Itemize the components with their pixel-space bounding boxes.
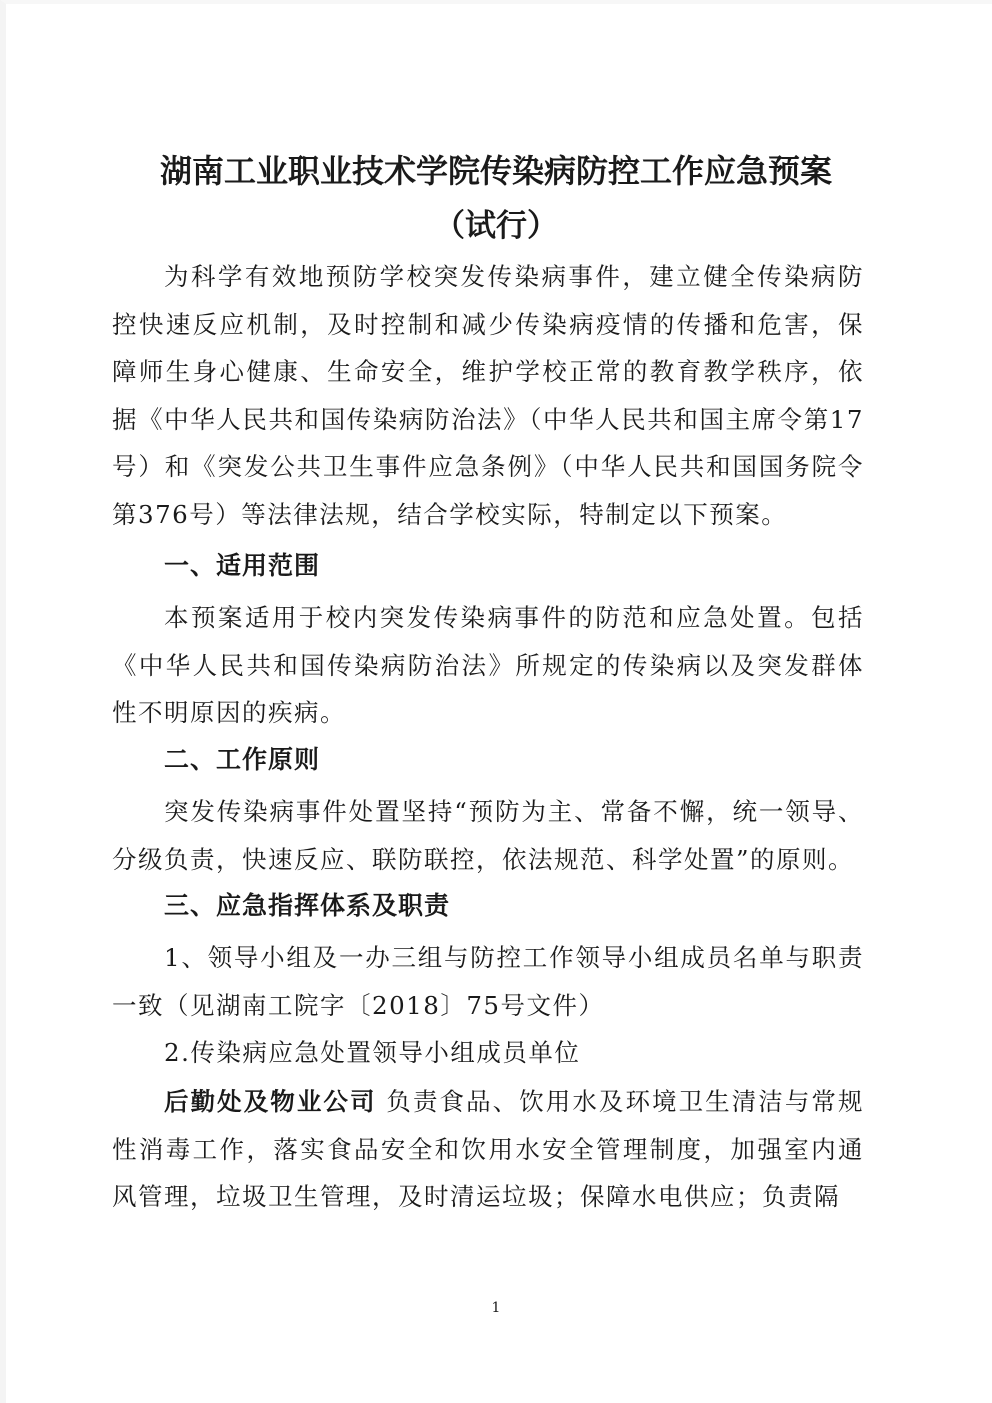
section-1-body: 本预案适用于校内突发传染病事件的防范和应急处置。包括《中华人民共和国传染病防治法》所规定的传染病以及突发群体性不明原因的疾病。: [112, 603, 864, 728]
document-subtitle: （试行）: [434, 208, 558, 244]
unit-paragraph: [112, 1078, 864, 1221]
unit-duties: 负责食品、饮用水及环境卫生清洁与常规性消毒工作，落实食品安全和饮用水安全管理制度，加强室内通风管理，垃圾卫生管理，及时清运垃圾；保障水电供应；负责隔: [112, 1087, 865, 1212]
section-2-heading: 二、工作原则: [164, 745, 321, 774]
document-title: 湖南工业职业技术学院传染病防控工作应急预案: [159, 152, 832, 190]
section-3-item-2: 2.传染病应急处置领导小组成员单位: [164, 1038, 581, 1067]
intro-paragraph: 为科学有效地预防学校突发传染病事件，建立健全传染病防控快速反应机制，及时控制和减少传染病疫情的传播和危害，保障师生身心健康、生命安全，维护学校正常的教育教学秩序，依据《中华人民共和国传染病防治法》（中华人民共和国主席令第17号）和《突发公共卫生事件应急条例》（中华人民共和国国务院令第376号）等法律法规，结合学校实际，特制定以下预案。: [112, 262, 864, 529]
section-3-item-1: 1、领导小组及一办三组与防控工作领导小组成员名单与职责一致（见湖南工院字〔2018〕75号文件）: [112, 943, 864, 1020]
page-number: 1: [491, 1300, 501, 1316]
section-3-heading: 三、应急指挥体系及职责: [164, 891, 451, 920]
section-1-heading: 一、适用范围: [164, 551, 321, 580]
section-2-body: 突发传染病事件处置坚持“预防为主、常备不懈，统一领导、分级负责，快速反应、联防联控，依法规范、科学处置”的原则。: [112, 797, 864, 874]
unit-name: 后勤处及物业公司: [164, 1087, 377, 1116]
